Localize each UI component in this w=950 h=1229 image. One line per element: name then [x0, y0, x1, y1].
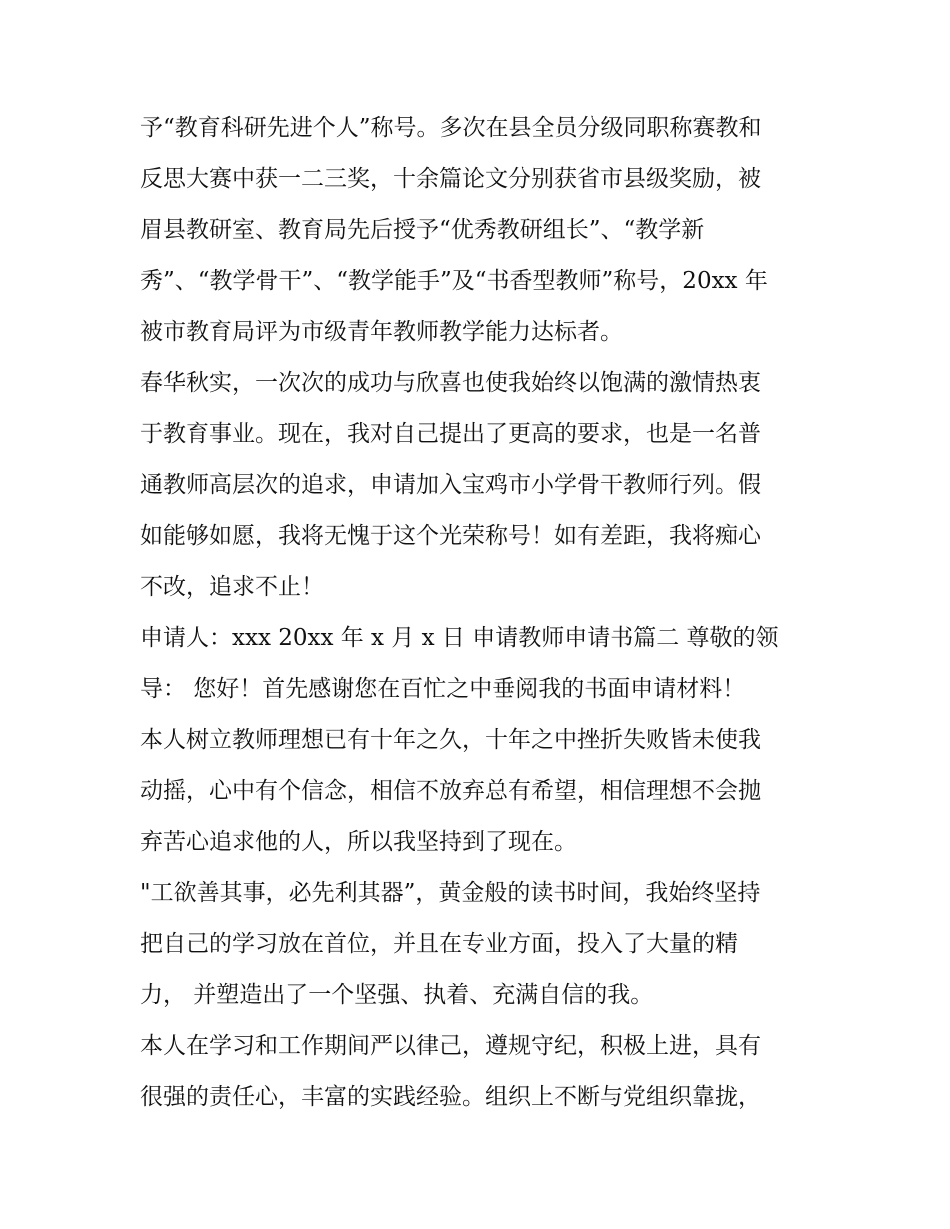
text-line: 通教师高层次的追求，申请加入宝鸡市小学骨干教师行列。假: [140, 472, 761, 498]
text-line: 予“教育科研先进个人”称号。多次在县全员分级同职称赛教和: [140, 115, 762, 141]
document-body: [140, 103, 830, 1123]
text-line: 力， 并塑造出了一个坚强、执着、充满自信的我。: [140, 982, 654, 1008]
text-line: 不改，追求不止！: [140, 574, 324, 600]
text-line: 秀”、“教学骨干”、“教学能手”及“书香型教师”称号，20xx 年: [140, 268, 768, 294]
text-line: 动摇，心中有个信念，相信不放弃总有希望，相信理想不会抛: [140, 778, 761, 804]
text-line: "工欲善其事，必先利其器”，黄金般的读书时间，我始终坚持: [140, 880, 761, 906]
text-line: 申请人：xxx 20xx 年 x 月 x 日 申请教师申请书篇二 尊敬的领: [140, 625, 779, 651]
text-line: 本人在学习和工作期间严以律己，遵规守纪，积极上进，具有: [140, 1033, 761, 1059]
text-line: 于教育事业。现在，我对自己提出了更高的要求，也是一名普: [140, 421, 761, 447]
text-line: 把自己的学习放在首位，并且在专业方面，投入了大量的精: [140, 931, 738, 957]
text-line: 弃苦心追求他的人，所以我坚持到了现在。: [140, 829, 577, 855]
text-line: 如能够如愿，我将无愧于这个光荣称号！如有差距，我将痴心: [140, 523, 761, 549]
text-line: 被市教育局评为市级青年教师教学能力达标者。: [140, 319, 623, 345]
text-line: 春华秋实，一次次的成功与欣喜也使我始终以饱满的激情热衷: [140, 370, 761, 396]
text-line: 导： 您好！首先感谢您在百忙之中垂阅我的书面申请材料！: [140, 676, 746, 702]
text-line: 眉县教研室、教育局先后授予“优秀教研组长”、“教学新: [140, 217, 705, 243]
text-line: 反思大赛中获一二三奖，十余篇论文分别获省市县级奖励，被: [140, 166, 761, 192]
text-line: 本人树立教师理想已有十年之久，十年之中挫折失败皆未使我: [140, 727, 761, 753]
text-line: 很强的责任心，丰富的实践经验。组织上不断与党组织靠拢，: [140, 1084, 761, 1110]
